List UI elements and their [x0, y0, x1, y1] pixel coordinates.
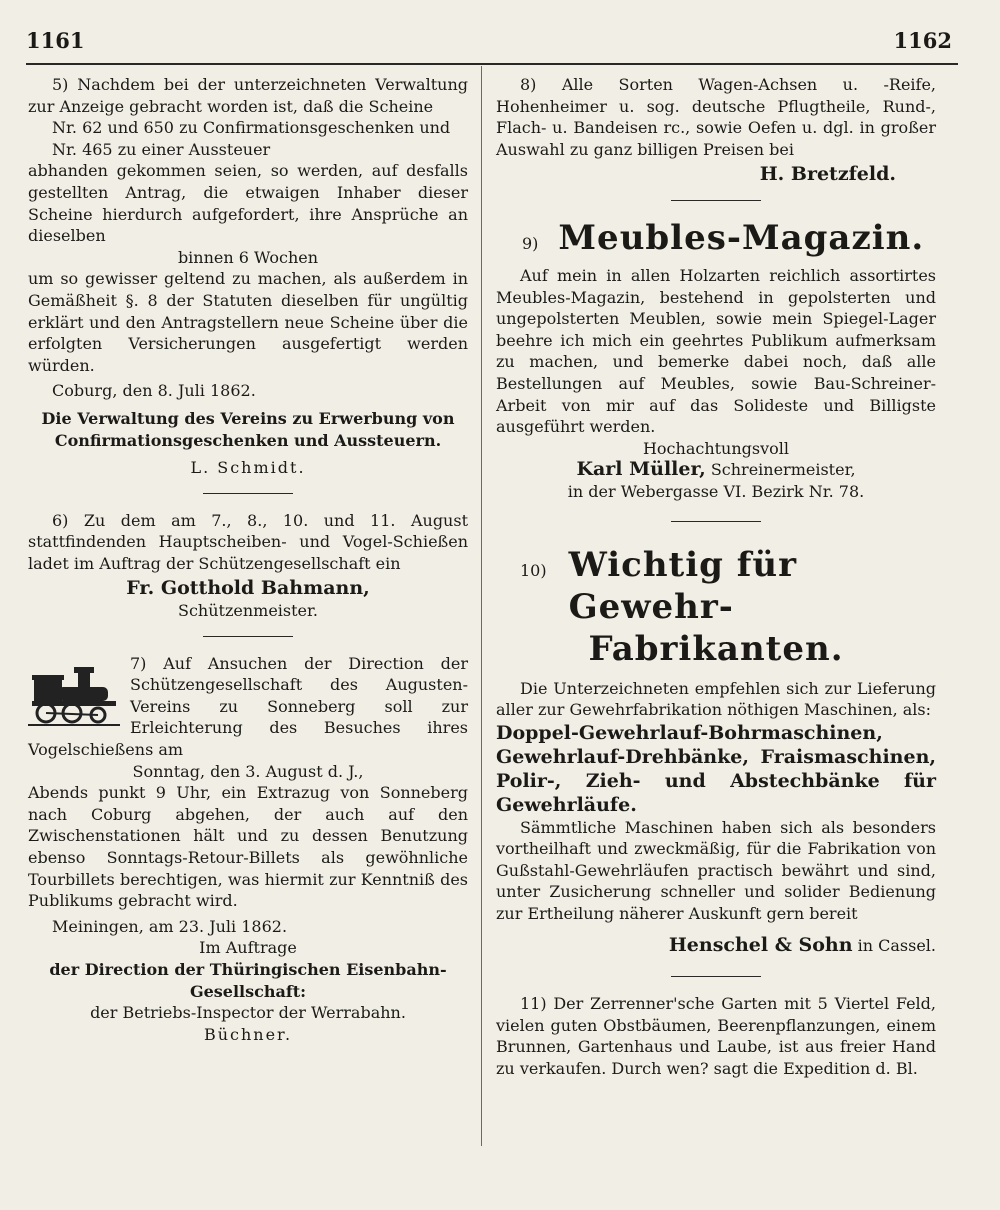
ad9-address: in der Webergasse VI. Bezirk Nr. 78. [567, 481, 865, 501]
ad5-deadline: binnen 6 Wochen [177, 247, 319, 267]
ad7-text: 7) Auf Ansuchen der Direction der Schützengesellschaft des Augusten-Vereins zu Sonneberg soll zur Erleichterung des Besuches ihres Vogelschießens am [28, 653, 468, 760]
ad9-heading [496, 217, 936, 259]
ad5-text: 5) Nachdem bei der unterzeichneten Verwaltung zur Anzeige gebracht worden ist, daß die Scheine [28, 75, 468, 116]
separator [203, 493, 293, 494]
separator [671, 200, 761, 201]
ad5-org: Die Verwaltung des Vereins zu Erwerbung von Confirmationsgeschenken und Aussteuern. [41, 408, 455, 450]
ad6-text: 6) Zu dem am 7., 8., 10. und 11. August stattfindenden Hauptscheiben- und Vogel-Schießen ladet im Auftrag der Schützengesellschaft ein [28, 510, 468, 573]
locomotive-icon [28, 657, 120, 727]
left-column [28, 74, 468, 1045]
ad5-text3: um so gewisser geltend zu machen, als außerdem in Gemäßheit §. 8 der Statuten dieselben für ungültig erklärt und den Antragstellern neue Scheine über die erfolgten Versicherungen ausgefertigt werden würden. [28, 269, 468, 375]
ad10-heading [496, 544, 936, 628]
column-rule [481, 66, 482, 1146]
ad11-text: 11) Der Zerrenner'sche Garten mit 5 Viertel Feld, vielen guten Obstbäumen, Beerenpflanzungen, einem Brunnen, Gartenhaus und Laube, ist aus freier Hand zu verkaufen. Durch wen? sagt die Expedition d. Bl. [496, 994, 936, 1079]
ad10-signer: Henschel & Sohn [668, 933, 853, 956]
ad7-signer: Büchner. [203, 1024, 293, 1044]
ad10-text2: Sämmtliche Maschinen haben sich als besonders vortheilhaft und zweckmäßig, für die Fabrikation von Gußstahl-Gewehrläufen practisch bewährt und sind, unter Zusicherung schneller und solider Bedienung zur Ertheilung näherer Auskunft gern bereit [496, 817, 936, 924]
ad8-text: 8) Alle Sorten Wagen-Achsen u. -Reife, Hohenheimer u. sog. deutsche Pflugtheile, Rund-, Flach- u. Bandeisen rc., sowie Oefen u. dgl. in großer Auswahl zu ganz billigen Preisen bei [496, 75, 936, 159]
ad7-org: der Direction der Thüringischen Eisenbahn-Gesellschaft: [49, 959, 447, 1001]
ad7-auftrag: Im Auftrage [199, 938, 297, 958]
ad7-dateline: Meiningen, am 23. Juli 1862. [52, 916, 288, 936]
ad9-title: Meubles-Magazin. [558, 217, 925, 258]
ad5-dateline: Coburg, den 8. Juli 1862. [52, 381, 256, 401]
ad9-text: Auf mein in allen Holzarten reichlich assortirtes Meubles-Magazin, bestehend in gepolsterten und ungepolsterten Meublen, sowie mein Spiegel-Lager beehre ich mich ein geehrtes Publikum aufmerksam zu machen, und bemerke dabei noch, daß alle Bestellungen auf Meubles, sowie Bau-Schreiner-Arbeit von mir auf das Solideste und Billigste ausgeführt werden. [496, 265, 936, 437]
ad7-text2: Abends punkt 9 Uhr, ein Extrazug von Sonneberg nach Coburg abgehen, der auch auf den Zwischenstationen hält und zu dessen Benutzung ebenso Sonntags-Retour-Billets als gewöhnliche Tourbillets berechtigen, was hiermit zur Kenntniß des Publikums gebracht wird. [28, 783, 468, 911]
ad9-role: Schreinermeister, [710, 460, 856, 480]
ad10-place: in Cassel. [857, 935, 936, 955]
ad10-title2: Fabrikanten. [588, 628, 844, 669]
ad9-signature-line [496, 459, 936, 481]
ad10-title1: Wichtig für Gewehr- [568, 544, 798, 627]
ad7-inspector: der Betriebs-Inspector der Werrabahn. [90, 1003, 406, 1023]
separator [671, 521, 761, 522]
header-rule [26, 63, 958, 65]
separator [203, 636, 293, 637]
ad9-num: 9) [522, 233, 539, 253]
ad9-closing: Hochachtungsvoll [642, 438, 790, 458]
right-column [496, 74, 936, 1080]
ad10-num: 10) [520, 560, 547, 580]
ad7-date: Sonntag, den 3. August d. J., [132, 761, 364, 781]
ad10-machines: Doppel-Gewehrlauf-Bohrmaschinen, Gewehrlauf-Drehbänke, Fraismaschinen, Polir-, Zieh- und Abstechbänke für Gewehrläufe. [496, 721, 936, 816]
ad9-signer: Karl Müller, [576, 458, 706, 481]
page-number-right: 1162 [893, 28, 952, 53]
ad8-signer: H. Bretzfeld. [759, 163, 896, 186]
separator [671, 976, 761, 977]
ad6-role: Schützenmeister. [177, 601, 318, 621]
ad5-text2: abhanden gekommen seien, so werden, auf desfalls gestellten Antrag, die etwaigen Inhaber dieser Scheine hierdurch aufgefordert, ihre Ansprüche an dieselben [28, 161, 468, 246]
page-number-left: 1161 [26, 28, 85, 53]
ad5-line1: Nr. 62 und 650 zu Confirmationsgeschenken und [52, 118, 451, 138]
ad10-signature-line [496, 935, 936, 957]
ad10-text: Die Unterzeichneten empfehlen sich zur Lieferung aller zur Gewehrfabrikation nöthigen Maschinen, als: [496, 678, 936, 720]
ad6-name: Fr. Gotthold Bahmann, [126, 577, 370, 600]
ad5-line2: Nr. 465 zu einer Aussteuer [52, 139, 271, 159]
ad5-signer: L. Schmidt. [190, 458, 306, 478]
